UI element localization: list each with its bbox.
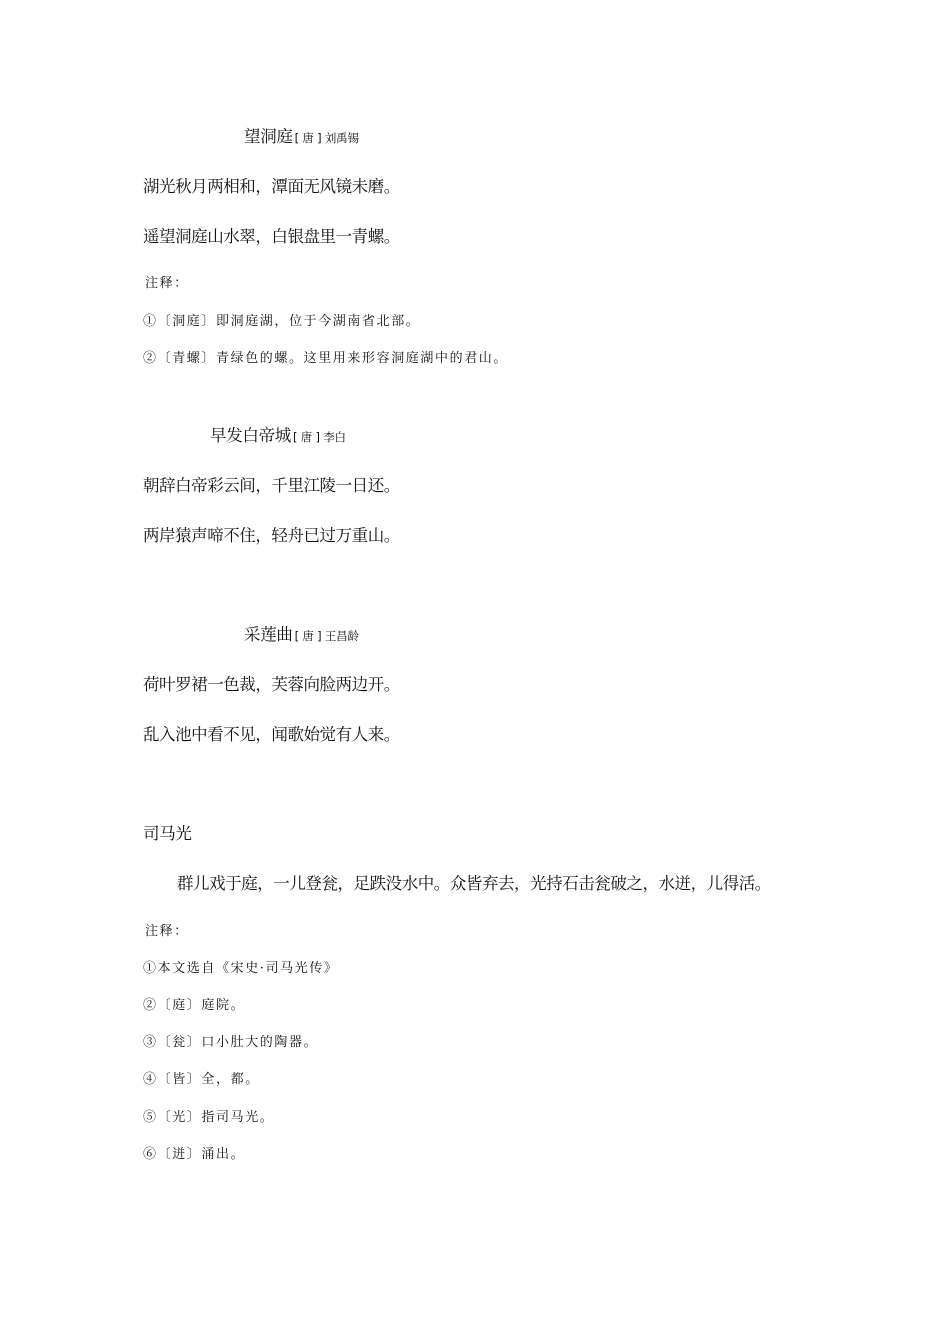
poem-author: [ 唐 ] 李白 [293,430,346,444]
note-item: ⑤〔光〕指司马光。 [143,1110,275,1125]
poem-title: 采莲曲 [244,625,293,644]
poem-heading [244,129,359,146]
note-item: ①本文选自《宋史·司马光传》 [143,961,339,976]
poem-line: 两岸猿声啼不住，轻舟已过万重山。 [143,526,400,545]
note-item: ②〔青螺〕青绿色的螺。这里用来形容洞庭湖中的君山。 [143,351,509,366]
poem-line: 荷叶罗裙一色裁，芙蓉向脸两边开。 [143,675,400,694]
poem-title: 早发白帝城 [210,426,292,445]
poem-line: 朝辞白帝彩云间，千里江陵一日还。 [143,476,400,495]
poem-author: [ 唐 ] 刘禹锡 [294,131,359,145]
note-item: ①〔洞庭〕即洞庭湖，位于今湖南省北部。 [143,314,421,329]
notes-label: 注释： [145,924,189,939]
poem-heading [244,627,359,644]
poem-author: [ 唐 ] 王昌龄 [294,629,359,643]
note-item: ④〔皆〕全，都。 [143,1072,260,1087]
note-item: ③〔瓮〕口小肚大的陶器。 [143,1035,319,1050]
note-item: ⑥〔迸〕涌出。 [143,1147,246,1162]
note-item: ②〔庭〕庭院。 [143,998,246,1013]
poem-heading [210,428,346,445]
poem-line: 遥望洞庭山水翠，白银盘里一青螺。 [143,227,400,246]
prose-text: 群儿戏于庭，一儿登瓮，足跌没水中。众皆弃去，光持石击瓮破之，水迸，儿得活。 [177,874,771,893]
poem-line: 乱入池中看不见，闻歌始觉有人来。 [143,725,400,744]
poem-line: 湖光秋月两相和，潭面无风镜未磨。 [143,177,400,196]
prose-title: 司马光 [143,824,192,843]
notes-label: 注释： [145,276,189,291]
poem-title: 望洞庭 [244,127,293,146]
